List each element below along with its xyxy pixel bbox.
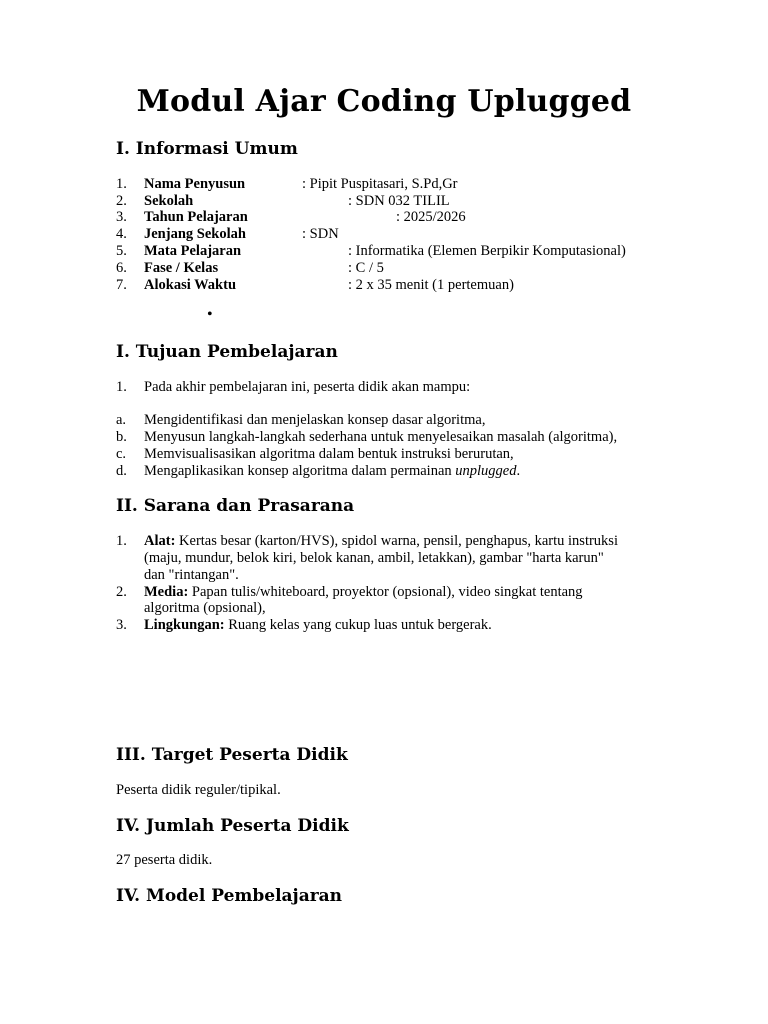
sarana-label: Media: bbox=[144, 584, 189, 600]
tujuan-item: Menyusun langkah-langkah sederhana untuk menyelesaikan masalah (algoritma), bbox=[144, 429, 618, 445]
sarana-item-line bbox=[144, 584, 583, 601]
info-label: Nama Penyusun bbox=[144, 176, 246, 192]
tujuan-item-punct: . bbox=[516, 463, 521, 479]
section-heading-model-pembelajaran: IV. Model Pembelajaran bbox=[116, 886, 343, 906]
info-value: : Informatika (Elemen Berpikir Komputasional) bbox=[348, 243, 626, 259]
info-label: Sekolah bbox=[144, 193, 194, 209]
tujuan-intro: Pada akhir pembelajaran ini, peserta didik akan mampu: bbox=[144, 379, 471, 395]
list-letter: b. bbox=[116, 429, 127, 445]
info-value: : SDN 032 TILIL bbox=[348, 193, 450, 209]
info-label: Tahun Pelajaran bbox=[144, 209, 248, 225]
sarana-label: Lingkungan: bbox=[144, 617, 225, 633]
info-value: : 2 x 35 menit (1 pertemuan) bbox=[348, 277, 514, 293]
sarana-text: Kertas besar (karton/HVS), spidol warna, pensil, penghapus, kartu instruksi bbox=[175, 533, 618, 549]
section-heading-informasi-umum: I. Informasi Umum bbox=[116, 139, 298, 159]
list-number: 2. bbox=[116, 584, 127, 600]
info-value: : SDN bbox=[302, 226, 339, 242]
tujuan-item: Memvisualisasikan algoritma dalam bentuk instruksi berurutan, bbox=[144, 446, 514, 462]
section-heading-sarana-prasarana: II. Sarana dan Prasarana bbox=[116, 496, 355, 516]
list-number: 1. bbox=[116, 379, 127, 395]
bullet-point: • bbox=[207, 306, 213, 323]
info-value: : C / 5 bbox=[348, 260, 384, 276]
info-number: 2. bbox=[116, 193, 127, 209]
info-value: : Pipit Puspitasari, S.Pd,Gr bbox=[302, 176, 458, 192]
document-title: Modul Ajar Coding Uplugged bbox=[136, 84, 632, 119]
info-number: 7. bbox=[116, 277, 127, 293]
sarana-item-line: (maju, mundur, belok kiri, belok kanan, ambil, letakkan), gambar "harta karun" bbox=[144, 550, 604, 566]
jumlah-text: 27 peserta didik. bbox=[116, 852, 213, 868]
tujuan-item-text: Mengaplikasikan konsep algoritma dalam permainan bbox=[144, 463, 456, 479]
sarana-item-line: dan "rintangan". bbox=[144, 567, 239, 583]
list-letter: c. bbox=[116, 446, 127, 462]
info-number: 1. bbox=[116, 176, 127, 192]
info-label: Fase / Kelas bbox=[144, 260, 219, 276]
sarana-text: Papan tulis/whiteboard, proyektor (opsional), video singkat tentang bbox=[188, 584, 583, 600]
sarana-label: Alat: bbox=[144, 533, 176, 549]
section-heading-jumlah-peserta-didik: IV. Jumlah Peserta Didik bbox=[116, 816, 349, 836]
target-text: Peserta didik reguler/tipikal. bbox=[116, 782, 281, 798]
section-heading-tujuan-pembelajaran: I. Tujuan Pembelajaran bbox=[116, 342, 338, 362]
list-number: 1. bbox=[116, 533, 127, 549]
info-number: 5. bbox=[116, 243, 127, 259]
sarana-item-line bbox=[144, 533, 618, 550]
sarana-text: Ruang kelas yang cukup luas untuk bergerak. bbox=[224, 617, 492, 633]
info-number: 4. bbox=[116, 226, 127, 242]
info-number: 6. bbox=[116, 260, 127, 276]
info-value: : 2025/2026 bbox=[396, 209, 466, 225]
info-label: Mata Pelajaran bbox=[144, 243, 242, 259]
tujuan-item: Mengidentifikasi dan menjelaskan konsep dasar algoritma, bbox=[144, 412, 486, 428]
info-label: Jenjang Sekolah bbox=[144, 226, 246, 242]
list-letter: a. bbox=[116, 412, 127, 428]
info-number: 3. bbox=[116, 209, 127, 225]
list-letter: d. bbox=[116, 463, 127, 479]
section-heading-target-peserta-didik: III. Target Peserta Didik bbox=[116, 745, 348, 765]
list-number: 3. bbox=[116, 617, 127, 633]
info-label: Alokasi Waktu bbox=[144, 277, 237, 293]
tujuan-item bbox=[144, 463, 520, 480]
tujuan-item-emphasis: unplugged bbox=[455, 463, 517, 479]
sarana-item-line bbox=[144, 617, 492, 634]
sarana-item-line: algoritma (opsional), bbox=[144, 600, 266, 616]
